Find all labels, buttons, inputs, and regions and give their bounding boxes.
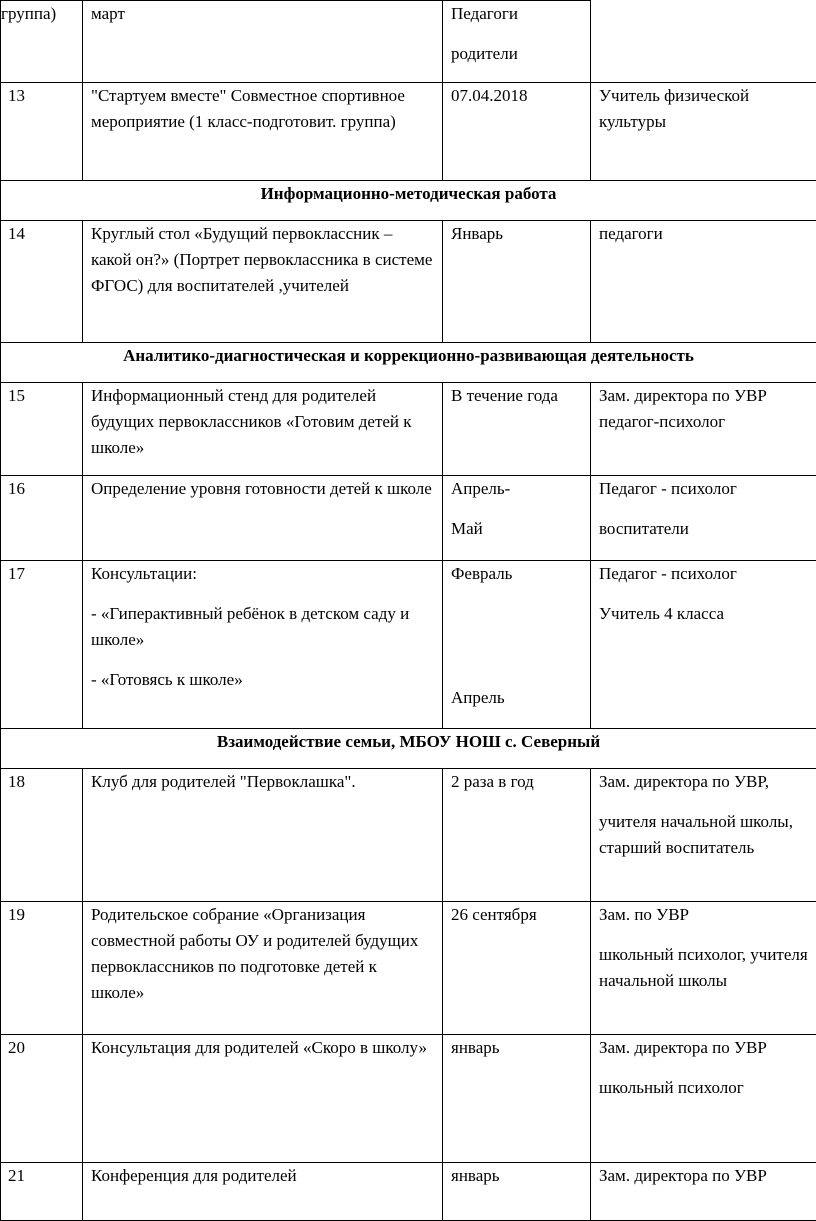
date-cell: 07.04.2018 — [443, 83, 591, 181]
event-cell: Консультации: - «Гиперактивный ребёнок в детском саду и школе» - «Готовясь к школе» — [83, 561, 443, 729]
table-row — [1, 902, 816, 1035]
event-cell: Родительское собрание «Организация совместной работы ОУ и родителей будущих первоклассников по подготовке детей к школе» — [83, 902, 443, 1035]
row-number: 17 — [1, 561, 83, 729]
responsible-cell: педагоги — [591, 221, 816, 343]
date-cell: Педагоги родители — [443, 1, 591, 83]
table-row — [1, 476, 816, 561]
row-number: 15 — [1, 383, 83, 476]
responsible-cell: Зам. директора по УВР — [591, 1163, 816, 1221]
section-title: Аналитико-диагностическая и коррекционно-развивающая деятельность — [1, 343, 816, 383]
table-row — [1, 1163, 816, 1221]
responsible-cell: Зам. директора по УВР школьный психолог — [591, 1035, 816, 1163]
table-row — [1, 221, 816, 343]
date-cell: Февраль Апрель — [443, 561, 591, 729]
responsible-cell: Педагог - психолог воспитатели — [591, 476, 816, 561]
date-cell: Январь — [443, 221, 591, 343]
row-number: 20 — [1, 1035, 83, 1163]
row-number: 13 — [1, 83, 83, 181]
table-row — [1, 383, 816, 476]
row-number: 21 — [1, 1163, 83, 1221]
row-number: 19 — [1, 902, 83, 1035]
responsible-cell: Зам. директора по УВР, учителя начальной школы, старший воспитатель — [591, 769, 816, 902]
section-row — [1, 181, 816, 221]
row-number: 16 — [1, 476, 83, 561]
event-cell: "Стартуем вместе" Совместное спортивное мероприятие (1 класс-подготовит. группа) — [83, 83, 443, 181]
date-cell: 26 сентября — [443, 902, 591, 1035]
date-cell: январь — [443, 1035, 591, 1163]
table-row — [1, 1, 816, 83]
event-cell: Круглый стол «Будущий первоклассник – какой он?» (Портрет первоклассника в системе ФГОС) для воспитателей ,учителей — [83, 221, 443, 343]
responsible-cell: Учитель физической культуры — [591, 83, 816, 181]
section-row — [1, 729, 816, 769]
responsible-cell: Зам. директора по УВР педагог-психолог — [591, 383, 816, 476]
event-cell: март — [83, 1, 443, 83]
date-cell: Апрель- Май — [443, 476, 591, 561]
responsible-cell: Педагог - психолог Учитель 4 класса — [591, 561, 816, 729]
table-row — [1, 83, 816, 181]
section-title: Взаимодействие семьи, МБОУ НОШ с. Северный — [1, 729, 816, 769]
row-number: 18 — [1, 769, 83, 902]
row-number: 14 — [1, 221, 83, 343]
date-cell: январь — [443, 1163, 591, 1221]
event-cell: Конференция для родителей — [83, 1163, 443, 1221]
date-cell: В течение года — [443, 383, 591, 476]
table-row — [1, 769, 816, 902]
event-cell: Определение уровня готовности детей к школе — [83, 476, 443, 561]
event-cell: Клуб для родителей "Первоклашка". — [83, 769, 443, 902]
responsible-cell: Зам. по УВР школьный психолог, учителя начальной школы — [591, 902, 816, 1035]
section-title: Информационно-методическая работа — [1, 181, 816, 221]
date-cell: 2 раза в год — [443, 769, 591, 902]
row-number: группа) — [1, 1, 83, 83]
responsible-cell — [591, 1, 816, 83]
table-row — [1, 1035, 816, 1163]
section-row — [1, 343, 816, 383]
table-row — [1, 561, 816, 729]
event-cell: Информационный стенд для родителей будущих первоклассников «Готовим детей к школе» — [83, 383, 443, 476]
event-cell: Консультация для родителей «Скоро в школу» — [83, 1035, 443, 1163]
